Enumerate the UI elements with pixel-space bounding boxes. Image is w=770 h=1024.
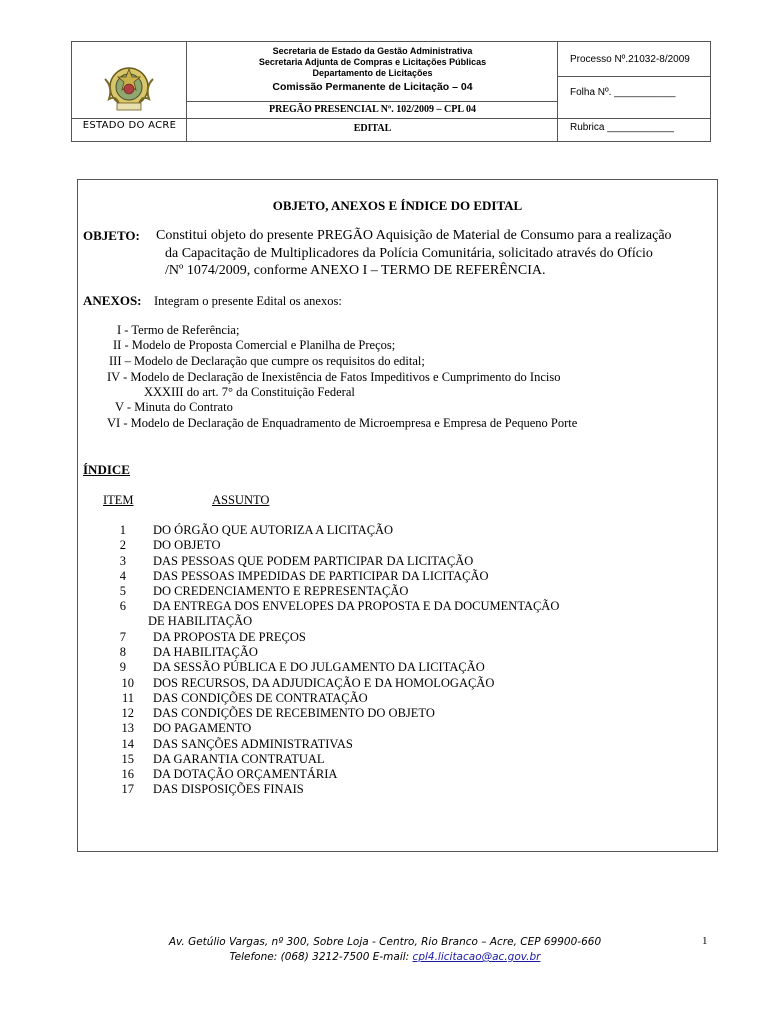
index-number: 4 — [119, 569, 126, 583]
index-subject: DAS CONDIÇÕES DE RECEBIMENTO DO OBJETO — [153, 706, 435, 720]
department-lines — [187, 42, 558, 102]
annex-item: I - Termo de Referência; — [117, 323, 240, 337]
index-number: 10 — [121, 676, 134, 690]
index-subject: DA DOTAÇÃO ORÇAMENTÁRIA — [153, 767, 338, 781]
rubrica-field: Rubrica ____________ — [570, 122, 674, 133]
page-title: OBJETO, ANEXOS E ÍNDICE DO EDITAL — [272, 198, 523, 213]
anexos-intro: Integram o presente Edital os anexos: — [154, 294, 342, 308]
header-table — [71, 41, 711, 142]
pregao-title: PREGÃO PRESENCIAL Nº. 102/2009 – CPL 04 — [269, 104, 476, 115]
state-coat-of-arms-icon — [99, 59, 159, 117]
index-subject: DO OBJETO — [153, 538, 221, 552]
index-number: 5 — [119, 584, 126, 598]
index-number: 1 — [119, 523, 126, 537]
comissao-line: Comissão Permanente de Licitação – 04 — [272, 81, 473, 93]
process-cell — [558, 42, 710, 141]
anexos-label: ANEXOS: — [83, 293, 142, 308]
state-label: ESTADO DO ACRE — [82, 120, 177, 131]
index-number: 17 — [121, 782, 134, 796]
annex-item: III – Modelo de Declaração que cumpre os requisitos do edital; — [109, 354, 425, 368]
index-number: 7 — [119, 630, 126, 644]
index-subject: DO ÓRGÃO QUE AUTORIZA A LICITAÇÃO — [153, 523, 394, 537]
index-number: 6 — [119, 599, 126, 613]
folha-field: Folha Nº. ___________ — [558, 77, 710, 119]
processo-number: Processo Nº.21032-8/2009 — [558, 42, 710, 77]
pregao-row — [187, 102, 558, 119]
index-subject: DA SESSÃO PÚBLICA E DO JULGAMENTO DA LICITAÇÃO — [153, 660, 485, 674]
footer-contact — [0, 951, 770, 963]
index-number: 11 — [121, 691, 134, 705]
index-number: 12 — [121, 706, 134, 720]
secretaria-line: Secretaria de Estado da Gestão Administrativa — [272, 46, 473, 56]
objeto-line-2: da Capacitação de Multiplicadores da Polícia Comunitária, solicitado através do Ofício — [165, 246, 653, 261]
index-subject-continuation: DE HABILITAÇÃO — [148, 614, 253, 628]
index-subject: DO CREDENCIAMENTO E REPRESENTAÇÃO — [153, 584, 409, 598]
index-number: 13 — [121, 721, 134, 735]
index-number: 8 — [119, 645, 126, 659]
index-subject: DO PAGAMENTO — [153, 721, 252, 735]
secretaria-adjunta-line: Secretaria Adjunta de Compras e Licitações Públicas — [258, 57, 487, 67]
index-subject: DA ENTREGA DOS ENVELOPES DA PROPOSTA E DA DOCUMENTAÇÃO — [153, 599, 560, 613]
logo-area — [72, 42, 187, 119]
objeto-line-3: /Nº 1074/2009, conforme ANEXO I – TERMO DE REFERÊNCIA. — [165, 263, 546, 278]
annex-item: VI - Modelo de Declaração de Enquadramento de Microempresa e Empresa de Pequeno Porte — [107, 416, 578, 430]
index-number: 15 — [121, 752, 134, 766]
email-link[interactable]: cpl4.licitacao@ac.gov.br — [412, 951, 541, 963]
indice-title: ÍNDICE — [83, 462, 130, 477]
index-subject: DA GARANTIA CONTRATUAL — [153, 752, 325, 766]
objeto-label: OBJETO: — [83, 228, 140, 243]
logo-cell — [72, 42, 187, 141]
departamento-line: Departamento de Licitações — [312, 68, 433, 78]
footer-phone: Telefone: (068) 3212-7500 E-mail: — [229, 951, 413, 963]
annex-item: IV - Modelo de Declaração de Inexistência de Fatos Impeditivos e Cumprimento do Inciso — [107, 370, 561, 384]
page-number: 1 — [702, 935, 708, 947]
department-cell — [187, 42, 558, 141]
index-subject: DAS CONDIÇÕES DE CONTRATAÇÃO — [153, 691, 368, 705]
index-number: 3 — [119, 554, 126, 568]
edital-label: EDITAL — [353, 123, 392, 134]
annex-item: V - Minuta do Contrato — [115, 400, 233, 414]
index-subject: DAS PESSOAS IMPEDIDAS DE PARTICIPAR DA LICITAÇÃO — [153, 569, 489, 583]
index-subject: DAS SANÇÕES ADMINISTRATIVAS — [153, 737, 353, 751]
index-number: 2 — [119, 538, 126, 552]
index-subject: DOS RECURSOS, DA ADJUDICAÇÃO E DA HOMOLOGAÇÃO — [153, 676, 495, 690]
index-number: 9 — [119, 660, 126, 674]
annex-item-continuation: XXXIII do art. 7° da Constituição Federal — [144, 385, 355, 399]
item-column-header: ITEM — [103, 493, 134, 507]
footer-address: Av. Getúlio Vargas, nº 300, Sobre Loja - Centro, Rio Branco – Acre, CEP 69900-660 — [168, 936, 602, 948]
index-subject: DAS DISPOSIÇÕES FINAIS — [153, 782, 304, 796]
index-number: 14 — [121, 737, 134, 751]
index-subject: DA PROPOSTA DE PREÇOS — [153, 630, 306, 644]
assunto-column-header: ASSUNTO — [212, 493, 270, 507]
index-subject: DAS PESSOAS QUE PODEM PARTICIPAR DA LICITAÇÃO — [153, 554, 474, 568]
objeto-line-1: Constitui objeto do presente PREGÃO Aquisição de Material de Consumo para a realização — [156, 228, 672, 243]
annex-item: II - Modelo de Proposta Comercial e Planilha de Preços; — [113, 338, 396, 352]
index-subject: DA HABILITAÇÃO — [153, 645, 258, 659]
index-number: 16 — [121, 767, 134, 781]
content-box — [77, 179, 718, 852]
